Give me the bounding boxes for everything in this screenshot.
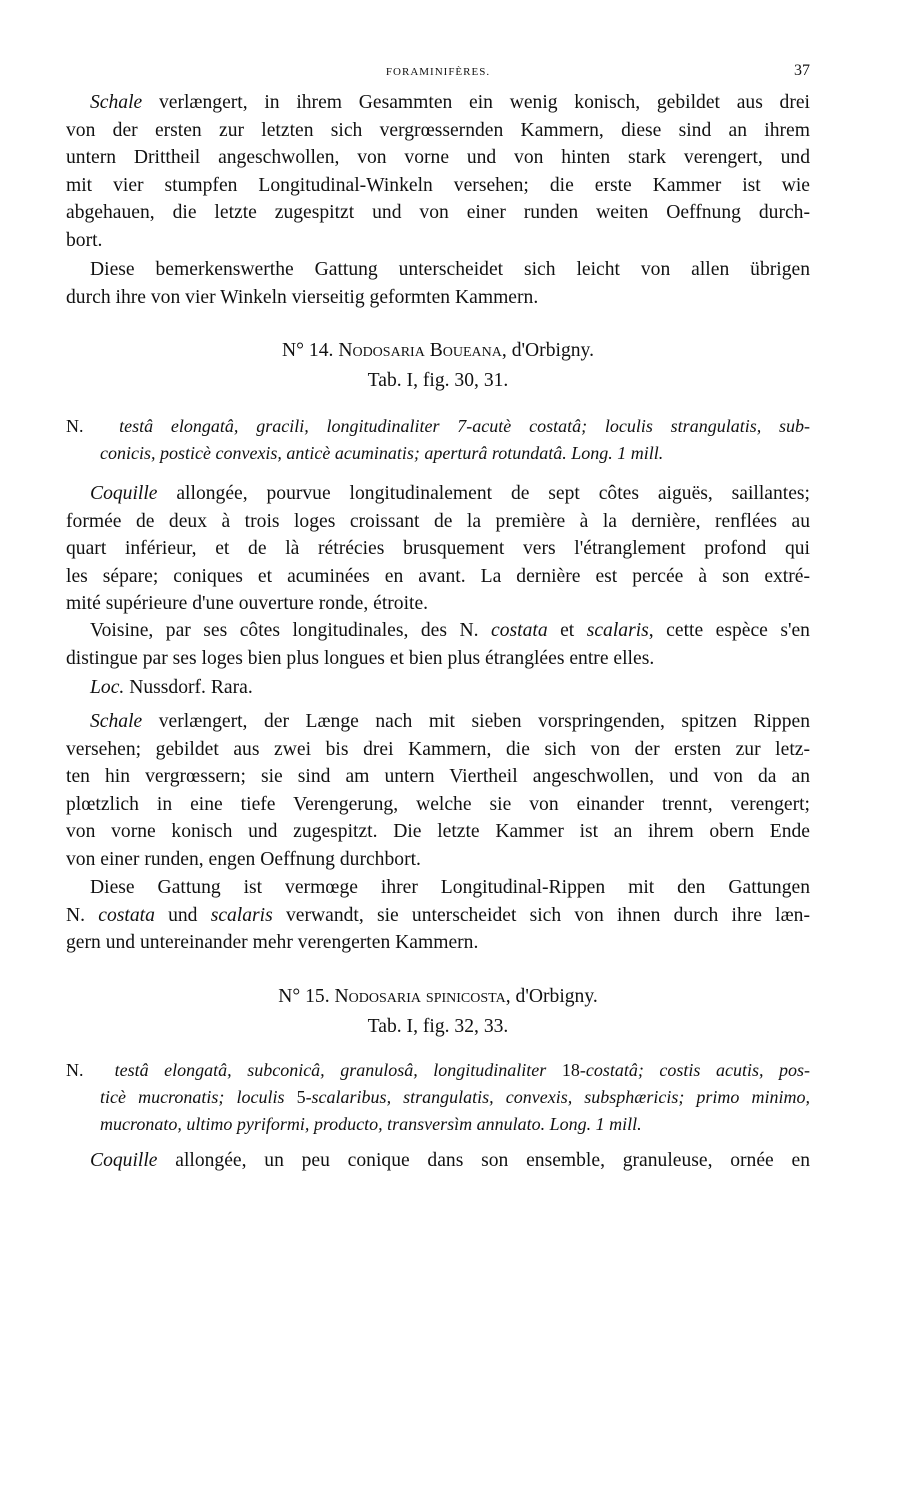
text-line: von vorne konisch und zugespitzt. Die letzte Kammer ist an ihrem obern Ende [66,821,810,842]
text-line: von einer runden, engen Oeffnung durchbort. [66,848,421,870]
text-line: N. testâ elongatâ, gracili, longitudinaliter 7-acutè costatâ; loculis strangulatis, sub- [66,416,810,436]
text-line: Diese bemerkenswerthe Gattung unterscheidet sich leicht von allen übrigen [90,259,810,280]
text-line: ten hin vergrœssern; sie sind am untern Viertheil angeschwollen, und von da an [66,766,810,787]
text-line: bort. [66,229,103,251]
lead-word: Coquille [90,1150,158,1171]
text-line: Coquille allongée, pourvue longitudinalement de sept côtes aiguës, saillantes; [90,483,810,504]
text-line: mité supérieure d'une ouverture ronde, étroite. [66,593,429,614]
plate-reference: Tab. I, fig. 30, 31. [367,370,509,391]
paragraph-coquille-14 [66,480,810,618]
species-heading-14 [66,336,810,396]
text-line: conicis, posticè convexis, anticè acuminatis; aperturâ rotundatâ. Long. 1 mill. [100,443,664,463]
paragraph-diese-14 [66,874,810,957]
paragraph-voisine [66,617,810,672]
text-line: ticè mucronatis; loculis 5-scalaribus, strangulatis, convexis, subsphæricis; primo minimo, [100,1087,810,1107]
paragraph-diese-1 [66,256,810,311]
latin-diagnosis-14 [66,413,810,467]
text-line: formée de deux à trois loges croissant de la première à la dernière, renflées au [66,510,810,532]
text-line: plœtzlich in eine tiefe Verengerung, welche sie von einander trennt, verengert; [66,793,810,815]
text-line: durch ihre von vier Winkeln vierseitig geformten Kammern. [66,286,539,308]
latin-diagnosis-15 [66,1057,810,1138]
species-title: N° 15. Nodosaria spinicosta, d'Orbigny. [278,986,598,1007]
paragraph-coquille-15 [66,1147,810,1175]
text-line: quart inférieur, et de là rétrécies brusquement vers l'étranglement profond qui [66,538,810,559]
text-line: gern und untereinander mehr verengerten Kammern. [66,932,479,953]
lead-word: Schale [90,711,143,732]
text-line: Diese Gattung ist vermœge ihrer Longitudinal-Rippen mit den Gattungen [90,877,810,898]
text-line: Loc. Nussdorf. Rara. [90,677,253,698]
paragraph-schale-14 [66,708,810,873]
page-number: 37 [794,62,810,79]
running-title: FORAMINIFÈRES. [385,66,491,78]
text-line: abgehauen, die letzte zugespitzt und von einer runden weiten Oeffnung durch- [66,202,810,223]
text-line: Voisine, par ses côtes longitudinales, des N. costata et scalaris, cette espèce s'en [90,620,810,641]
lead-word: Coquille [90,483,158,504]
text-line: von der ersten zur letzten sich vergrœssernden Kammern, diese sind an ihrem [66,119,810,141]
species-title: N° 14. Nodosaria Boueana, d'Orbigny. [282,340,594,361]
plate-reference: Tab. I, fig. 32, 33. [367,1016,509,1037]
species-heading-15 [66,982,810,1042]
text-line: mit vier stumpfen Longitudinal-Winkeln versehen; die erste Kammer ist wie [66,174,810,196]
text-line: Schale verlængert, in ihrem Gesammten ein wenig konisch, gebildet aus drei [90,92,810,113]
text-line: les sépare; coniques et acuminées en avant. La dernière est percée à son extré- [66,565,810,587]
text-line: distingue par ses loges bien plus longues et bien plus étranglées entre elles. [66,647,655,669]
locality-14 [66,674,810,702]
text-line: N. testâ elongatâ, subconicâ, granulosâ, longitudinaliter 18-costatâ; costis acutis, pos- [66,1060,810,1080]
page-header [66,62,810,84]
text-line: N. costata und scalaris verwandt, sie unterscheidet sich von ihnen durch ihre læn- [66,904,811,926]
text-line: Coquille allongée, un peu conique dans son ensemble, granuleuse, ornée en [90,1150,810,1171]
text-line: untern Drittheil angeschwollen, von vorne und von hinten stark verengert, und [66,147,810,168]
text-line: Schale verlængert, der Længe nach mit sieben vorspringenden, spitzen Rippen [90,711,810,732]
lead-word: Schale [90,92,143,113]
text-line: versehen; gebildet aus zwei bis drei Kammern, die sich von der ersten zur letz- [66,738,810,760]
text-line: mucronato, ultimo pyriformi, producto, transversìm annulato. Long. 1 mill. [100,1114,642,1134]
paragraph-schale-1 [66,89,810,254]
